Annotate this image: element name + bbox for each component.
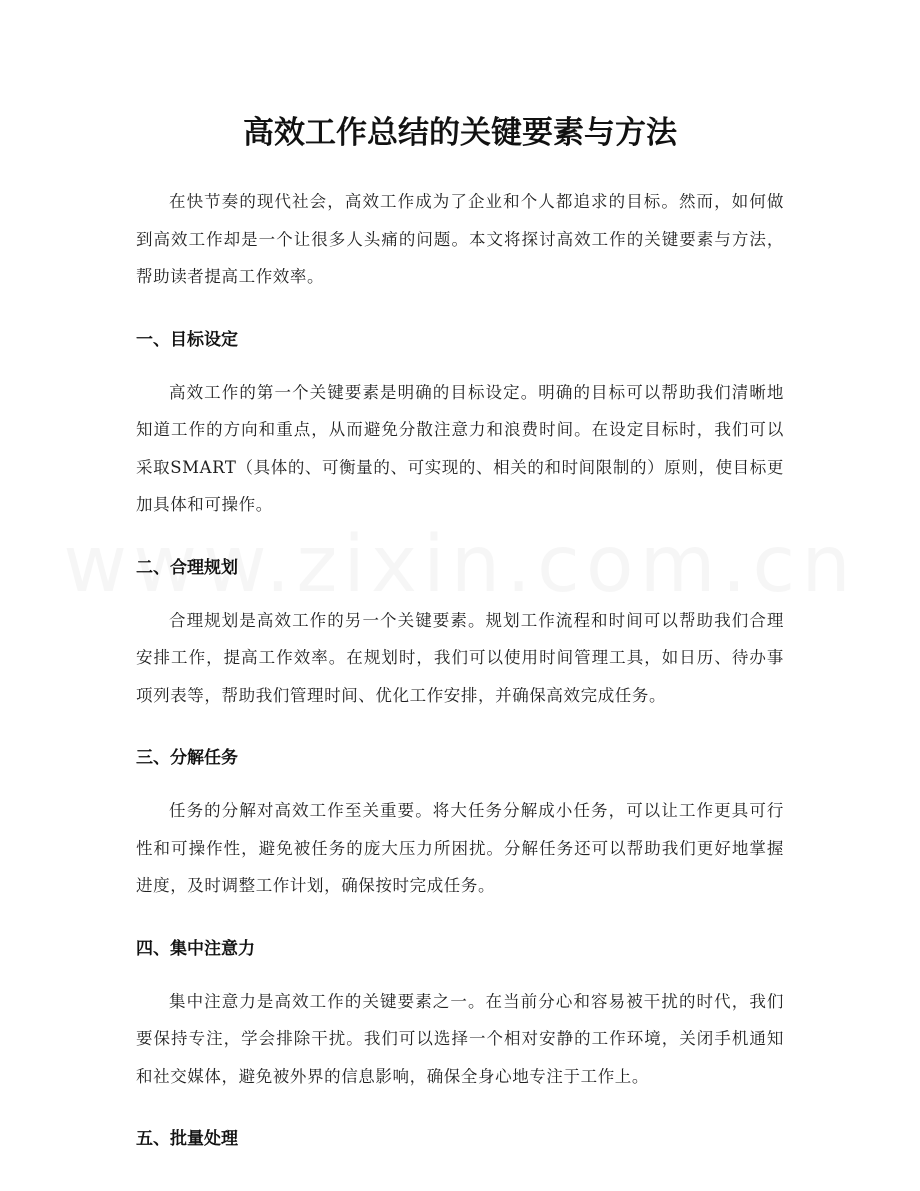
section-goal-setting	[136, 328, 784, 524]
section-paragraph: 任务的分解对高效工作至关重要。将大任务分解成小任务，可以让工作更具可行性和可操作性，避免被任务的庞大压力所困扰。分解任务还可以帮助我们更好地掌握进度，及时调整工作计划，确保按时完成任务。	[136, 801, 784, 895]
intro-paragraph: 在快节奏的现代社会，高效工作成为了企业和个人都追求的目标。然而，如何做到高效工作却是一个让很多人头痛的问题。本文将探讨高效工作的关键要素与方法，帮助读者提高工作效率。	[136, 192, 784, 286]
section-heading: 二、合理规划	[136, 557, 238, 578]
section-batch-processing	[136, 1127, 784, 1151]
section-paragraph: 高效工作的第一个关键要素是明确的目标设定。明确的目标可以帮助我们清晰地知道工作的方向和重点，从而避免分散注意力和浪费时间。在设定目标时，我们可以采取SMART（具体的、可衡量的、可实现的、相关的和时间限制的）原则，使目标更加具体和可操作。	[136, 382, 784, 514]
section-heading: 三、分解任务	[136, 748, 238, 768]
section-planning	[136, 556, 784, 715]
section-heading: 五、批量处理	[136, 1129, 238, 1149]
page-title: 高效工作总结的关键要素与方法	[243, 115, 677, 151]
section-heading: 四、集中注意力	[136, 938, 255, 959]
section-focus	[136, 937, 784, 1096]
section-task-breakdown	[136, 746, 784, 905]
section-heading: 一、目标设定	[136, 329, 238, 350]
section-paragraph: 合理规划是高效工作的另一个关键要素。规划工作流程和时间可以帮助我们合理安排工作，提高工作效率。在规划时，我们可以使用时间管理工具，如日历、待办事项列表等，帮助我们管理时间、优化工作安排，并确保高效完成任务。	[136, 610, 784, 705]
section-paragraph: 集中注意力是高效工作的关键要素之一。在当前分心和容易被干扰的时代，我们要保持专注，学会排除干扰。我们可以选择一个相对安静的工作环境，关闭手机通知和社交媒体，避免被外界的信息影响，确保全身心地专注于工作上。	[136, 991, 784, 1086]
